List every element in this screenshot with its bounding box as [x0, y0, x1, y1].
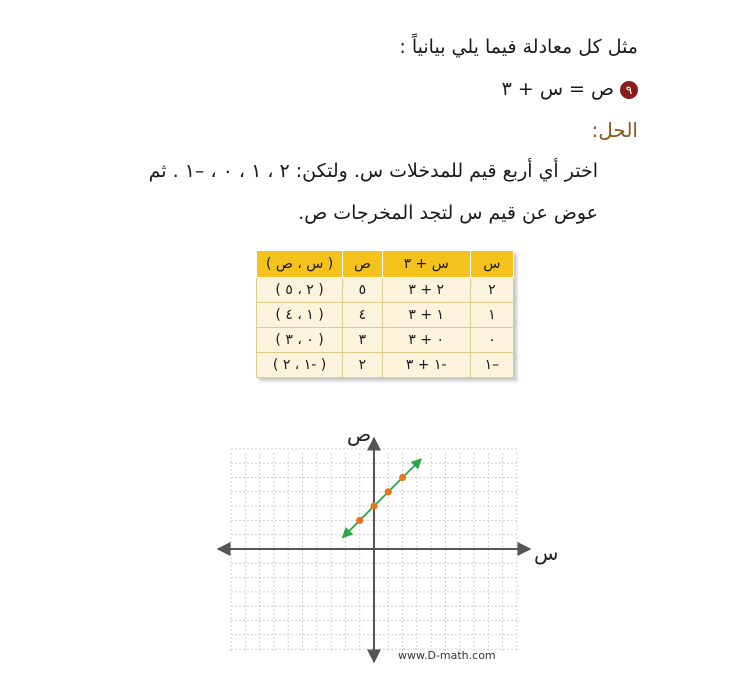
cell-pair: ( ٢ ، ٥ ): [257, 278, 343, 303]
header-x: س: [470, 251, 513, 278]
cell-x: –١: [470, 353, 513, 378]
problem-number: ٩: [620, 81, 638, 99]
cell-y: ٤: [343, 303, 383, 328]
y-axis-label: ص: [347, 422, 372, 446]
watermark: www.D-math.com: [398, 649, 496, 662]
cell-expr: ١ + ٣: [382, 303, 470, 328]
data-point: [370, 503, 377, 510]
cell-x: ١: [470, 303, 513, 328]
series-line: [343, 459, 422, 538]
cell-y: ٢: [343, 353, 383, 378]
cell-x: ٢: [470, 278, 513, 303]
cell-pair: ( -١ ، ٢ ): [257, 353, 343, 378]
instruction-text: مثل كل معادلة فيما يلي بيانياً :: [399, 36, 638, 58]
cell-x: ٠: [470, 328, 513, 353]
equation-text: ص = س + ٣: [501, 78, 614, 100]
cell-y: ٥: [343, 278, 383, 303]
data-point: [356, 517, 363, 524]
data-point: [399, 474, 406, 481]
paragraph-line-1: اختر أي أربع قيم للمدخلات س. ولتكن: ٢ ، ١ ، ٠ ، –١ . ثم: [148, 160, 598, 182]
header-x-plus-3: س + ٣: [382, 251, 470, 278]
x-axis-label: س: [534, 541, 559, 565]
paragraph-line-2: عوض عن قيم س لتجد المخرجات ص.: [298, 202, 598, 224]
cell-expr: -١ + ٣: [382, 353, 470, 378]
cell-y: ٣: [343, 328, 383, 353]
header-y: ص: [343, 251, 383, 278]
header-pair: ( س ، ص ): [257, 251, 343, 278]
data-point: [385, 488, 392, 495]
solution-label: الحل:: [591, 118, 638, 142]
cell-pair: ( ٠ ، ٣ ): [257, 328, 343, 353]
cell-pair: ( ١ ، ٤ ): [257, 303, 343, 328]
cell-expr: ٠ + ٣: [382, 328, 470, 353]
cell-expr: ٢ + ٣: [382, 278, 470, 303]
